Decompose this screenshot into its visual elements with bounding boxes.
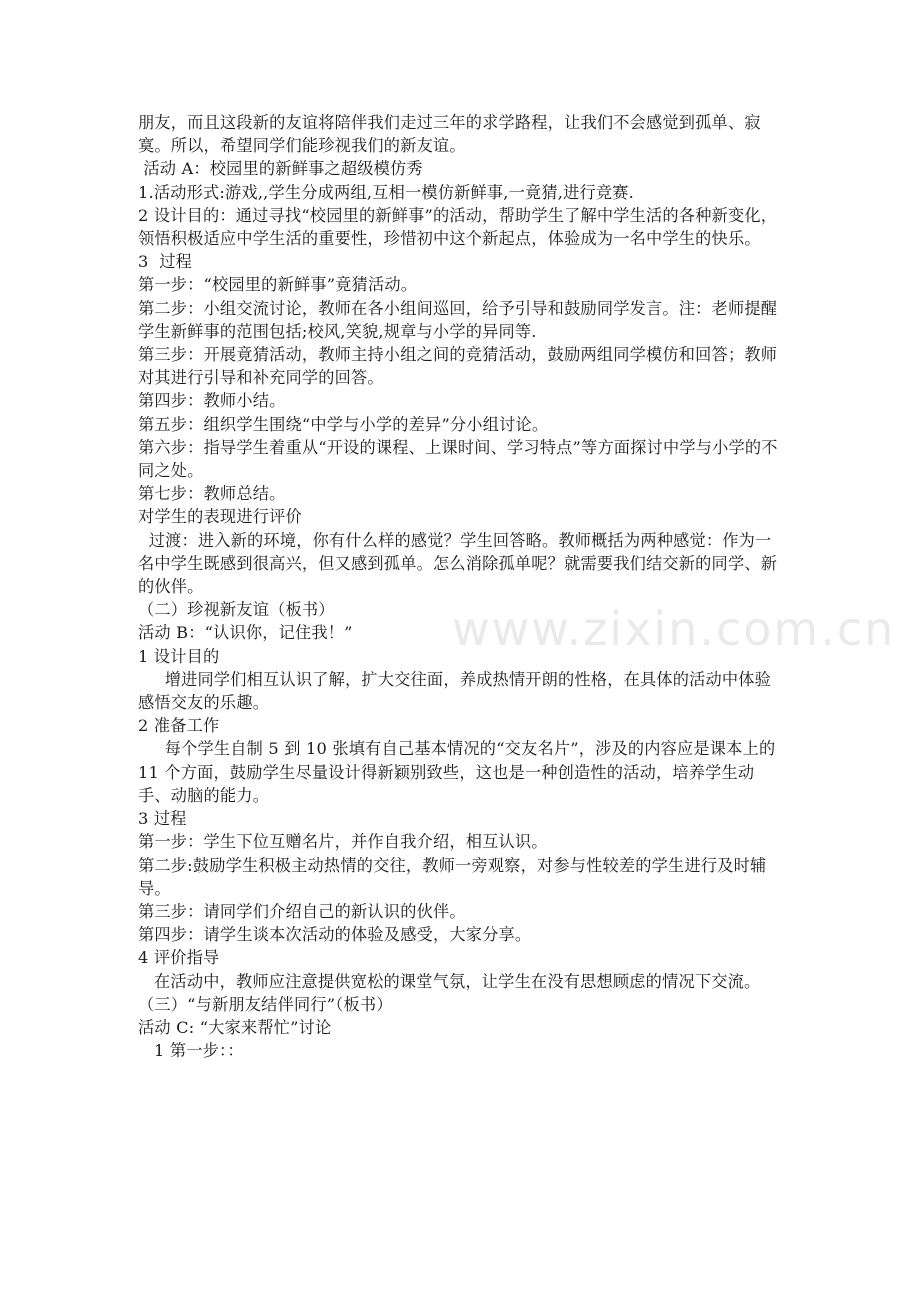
paragraph-c-step-1: 1 第一步：： (138, 1041, 244, 1061)
paragraph-b-step-3: 第三步：请同学们介绍自己的新认识的伙伴。 (138, 901, 466, 921)
paragraph-transition: 过渡：进入新的环境，你有什么样的感觉？学生回答略。教师概括为两种感觉：作为一名中学生既感到很高兴，但又感到孤单。怎么消除孤单呢？就需要我们结交新的同学、新的伙伴。 (138, 530, 778, 597)
watermark: www.zixin.com.cn (452, 602, 896, 656)
paragraph-step-3: 第三步：开展竟猜活动，教师主持小组之间的竞猜活动，鼓励两组同学模仿和回答；教师对其进行引导和补充同学的回答。 (138, 345, 778, 388)
paragraph-b-evaluation: 在活动中，教师应注意提供宽松的课堂气氛，让学生在没有思想顾虑的情况下交流。 (138, 971, 761, 991)
heading-section-2: （二）珍视新友谊（板书） (138, 600, 335, 620)
heading-b-preparation: 2 准备工作 (138, 716, 220, 736)
paragraph-design-purpose: 2 设计目的：通过寻找“校园里的新鲜事”的活动，帮助学生了解中学生活的各种新变化，领悟积极适应中学生活的重要性，珍惜初中这个新起点，体验成为一名中学生的快乐。 (138, 205, 778, 249)
paragraph-step-1: 第一步：“校园里的新鲜事”竟猜活动。 (138, 275, 418, 295)
heading-b-purpose: 1 设计目的 (138, 646, 220, 666)
heading-activity-c: 活动 C: “大家来帮忙”讨论 (138, 1017, 332, 1037)
heading-b-process: 3 过程 (138, 809, 187, 829)
heading-process: 3 过程 (138, 252, 192, 272)
paragraph-intro: 朋友，而且这段新的友谊将陪伴我们走过三年的求学路程，让我们不会感觉到孤单、寂寞。所以，希望同学们能珍视我们的新友谊。 (138, 113, 761, 156)
paragraph-evaluation: 对学生的表现进行评价 (138, 507, 302, 527)
paragraph-step-4: 第四步：教师小结。 (138, 391, 286, 411)
paragraph-b-purpose: 增进同学们相互认识了解，扩大交往面，养成热情开朗的性格，在具体的活动中体验感悟交友的乐趣。 (138, 669, 772, 713)
heading-b-evaluation: 4 评价指导 (138, 948, 220, 968)
paragraph-b-preparation: 每个学生自制 5 到 10 张填有自己基本情况的“交友名片”，涉及的内容应是课本上的 11 个方面，鼓励学生尽量设计得新颖别致些，这也是一种创造性的活动，培养学生动手、动脑的能力。 (138, 739, 781, 805)
heading-activity-b: 活动 B：“认识你，记住我！” (138, 623, 353, 643)
paragraph-b-step-2: 第二步:鼓励学生积极主动热情的交往，教师一旁观察，对参与性较差的学生进行及时辅导。 (138, 855, 767, 898)
heading-section-3: （三）“与新朋友结伴同行”（板书） (138, 994, 393, 1014)
paragraph-b-step-4: 第四步：请学生谈本次活动的体验及感受，大家分享。 (138, 925, 532, 945)
paragraph-step-2: 第二步：小组交流讨论，教师在各小组间巡回，给予引导和鼓励同学发言。注：老师提醒学生新鲜事的范围包括;校风,笑貌,规章与小学的异同等. (138, 298, 778, 341)
paragraph-step-7: 第七步：教师总结。 (138, 484, 286, 504)
paragraph-step-6: 第六步：指导学生着重从“开设的课程、上课时间、学习特点”等方面探讨中学与小学的不同之处。 (138, 437, 778, 481)
paragraph-step-5: 第五步：组织学生围绕“中学与小学的差异”分小组讨论。 (138, 414, 549, 434)
paragraph-activity-form: 1.活动形式:游戏,,学生分成两组,互相一模仿新鲜事,一竟猜,进行竞赛. (138, 182, 635, 202)
document-body (138, 111, 786, 1062)
heading-activity-a: 活动 A：校园里的新鲜事之超级模仿秀 (138, 159, 423, 179)
paragraph-b-step-1: 第一步：学生下位互赠名片，并作自我介绍，相互认识。 (138, 832, 548, 852)
